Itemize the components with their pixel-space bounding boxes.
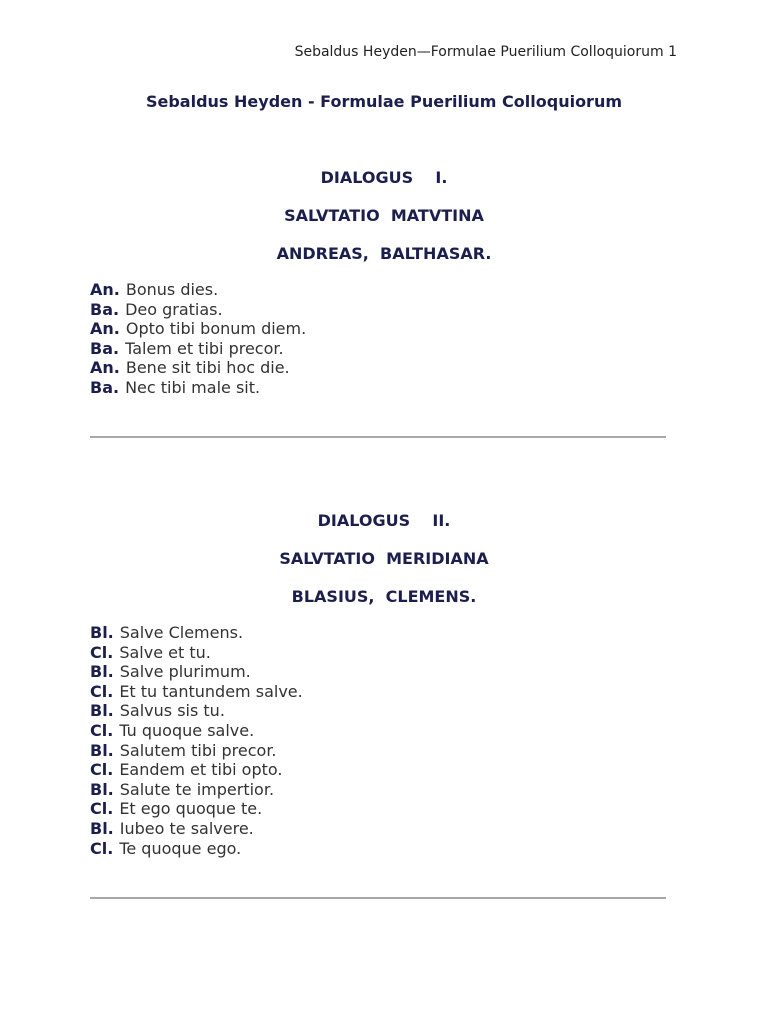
utterance-text: Et ego quoque te. bbox=[119, 799, 263, 819]
speaker-label: Bl. bbox=[90, 623, 114, 642]
utterance-text: Et tu tantundem salve. bbox=[119, 681, 303, 701]
dialogue-subtitle: SALVTATIO MATVTINA bbox=[284, 206, 484, 225]
speaker-label: Cl. bbox=[90, 760, 114, 780]
dialogue-line bbox=[90, 819, 303, 839]
utterance-text: Salute te impertior. bbox=[119, 779, 275, 799]
utterance-text: Bonus dies. bbox=[125, 280, 219, 299]
dialogue-number: DIALOGUS I. bbox=[320, 168, 448, 187]
utterance-text: Salve Clemens. bbox=[119, 623, 244, 642]
speaker-label: An. bbox=[90, 280, 120, 299]
dialogue-subtitle: SALVTATIO MERIDIANA bbox=[279, 549, 489, 568]
speaker-label: Bl. bbox=[90, 818, 114, 838]
utterance-text: Opto tibi bonum diem. bbox=[125, 319, 307, 339]
speaker-label: Cl. bbox=[90, 681, 114, 701]
speaker-label: Bl. bbox=[90, 662, 114, 682]
dialogue-line bbox=[90, 643, 303, 663]
utterance-text: Salutem tibi precor. bbox=[119, 740, 277, 760]
dialogue-line bbox=[90, 682, 303, 702]
dialogue-number: DIALOGUS II. bbox=[317, 511, 451, 530]
speaker-label: Cl. bbox=[90, 642, 114, 662]
utterance-text: Nec tibi male sit. bbox=[125, 377, 261, 397]
utterance-text: Salve plurimum. bbox=[119, 662, 251, 682]
speaker-label: Bl. bbox=[90, 701, 114, 721]
dialogue-line bbox=[90, 701, 303, 721]
dialogue-speakers: ANDREAS, BALTHASAR. bbox=[276, 244, 492, 263]
dialogue-line bbox=[90, 319, 306, 339]
utterance-text: Te quoque ego. bbox=[119, 838, 242, 858]
utterance-text: Bene sit tibi hoc die. bbox=[125, 358, 290, 378]
speaker-label: Cl. bbox=[90, 838, 114, 858]
dialogue-line bbox=[90, 378, 306, 398]
dialogue-line bbox=[90, 760, 303, 780]
dialogue-line bbox=[90, 623, 303, 643]
dialogue-line bbox=[90, 721, 303, 741]
dialogue-line bbox=[90, 780, 303, 800]
speaker-label: Ba. bbox=[90, 338, 120, 358]
dialogue-speakers: BLASIUS, CLEMENS. bbox=[291, 587, 477, 606]
utterance-text: Iubeo te salvere. bbox=[119, 818, 254, 838]
utterance-text: Talem et tibi precor. bbox=[125, 338, 284, 358]
speaker-label: Bl. bbox=[90, 779, 114, 799]
speaker-label: Bl. bbox=[90, 740, 114, 760]
dialogue-lines bbox=[90, 623, 303, 858]
dialogue-lines bbox=[90, 280, 306, 398]
dialogue-line bbox=[90, 358, 306, 378]
utterance-text: Salve et tu. bbox=[119, 642, 211, 662]
dialogue-line bbox=[90, 839, 303, 859]
dialogue-line bbox=[90, 339, 306, 359]
section-divider bbox=[90, 436, 666, 438]
speaker-label: Ba. bbox=[90, 377, 120, 397]
dialogue-line bbox=[90, 741, 303, 761]
utterance-text: Tu quoque salve. bbox=[119, 720, 255, 740]
dialogue-line bbox=[90, 662, 303, 682]
utterance-text: Salvus sis tu. bbox=[119, 701, 225, 721]
utterance-text: Deo gratias. bbox=[125, 299, 223, 319]
dialogue-line bbox=[90, 280, 306, 300]
dialogue-line bbox=[90, 799, 303, 819]
document-title: Sebaldus Heyden - Formulae Puerilium Colloquiorum bbox=[145, 92, 623, 111]
speaker-label: An. bbox=[90, 319, 120, 339]
section-divider bbox=[90, 897, 666, 899]
running-header: Sebaldus Heyden—Formulae Puerilium Colloquiorum 1 bbox=[294, 44, 677, 60]
speaker-label: An. bbox=[90, 358, 120, 378]
utterance-text: Eandem et tibi opto. bbox=[119, 760, 283, 780]
speaker-label: Cl. bbox=[90, 720, 114, 740]
dialogue-line bbox=[90, 300, 306, 320]
speaker-label: Cl. bbox=[90, 799, 114, 819]
speaker-label: Ba. bbox=[90, 299, 120, 319]
